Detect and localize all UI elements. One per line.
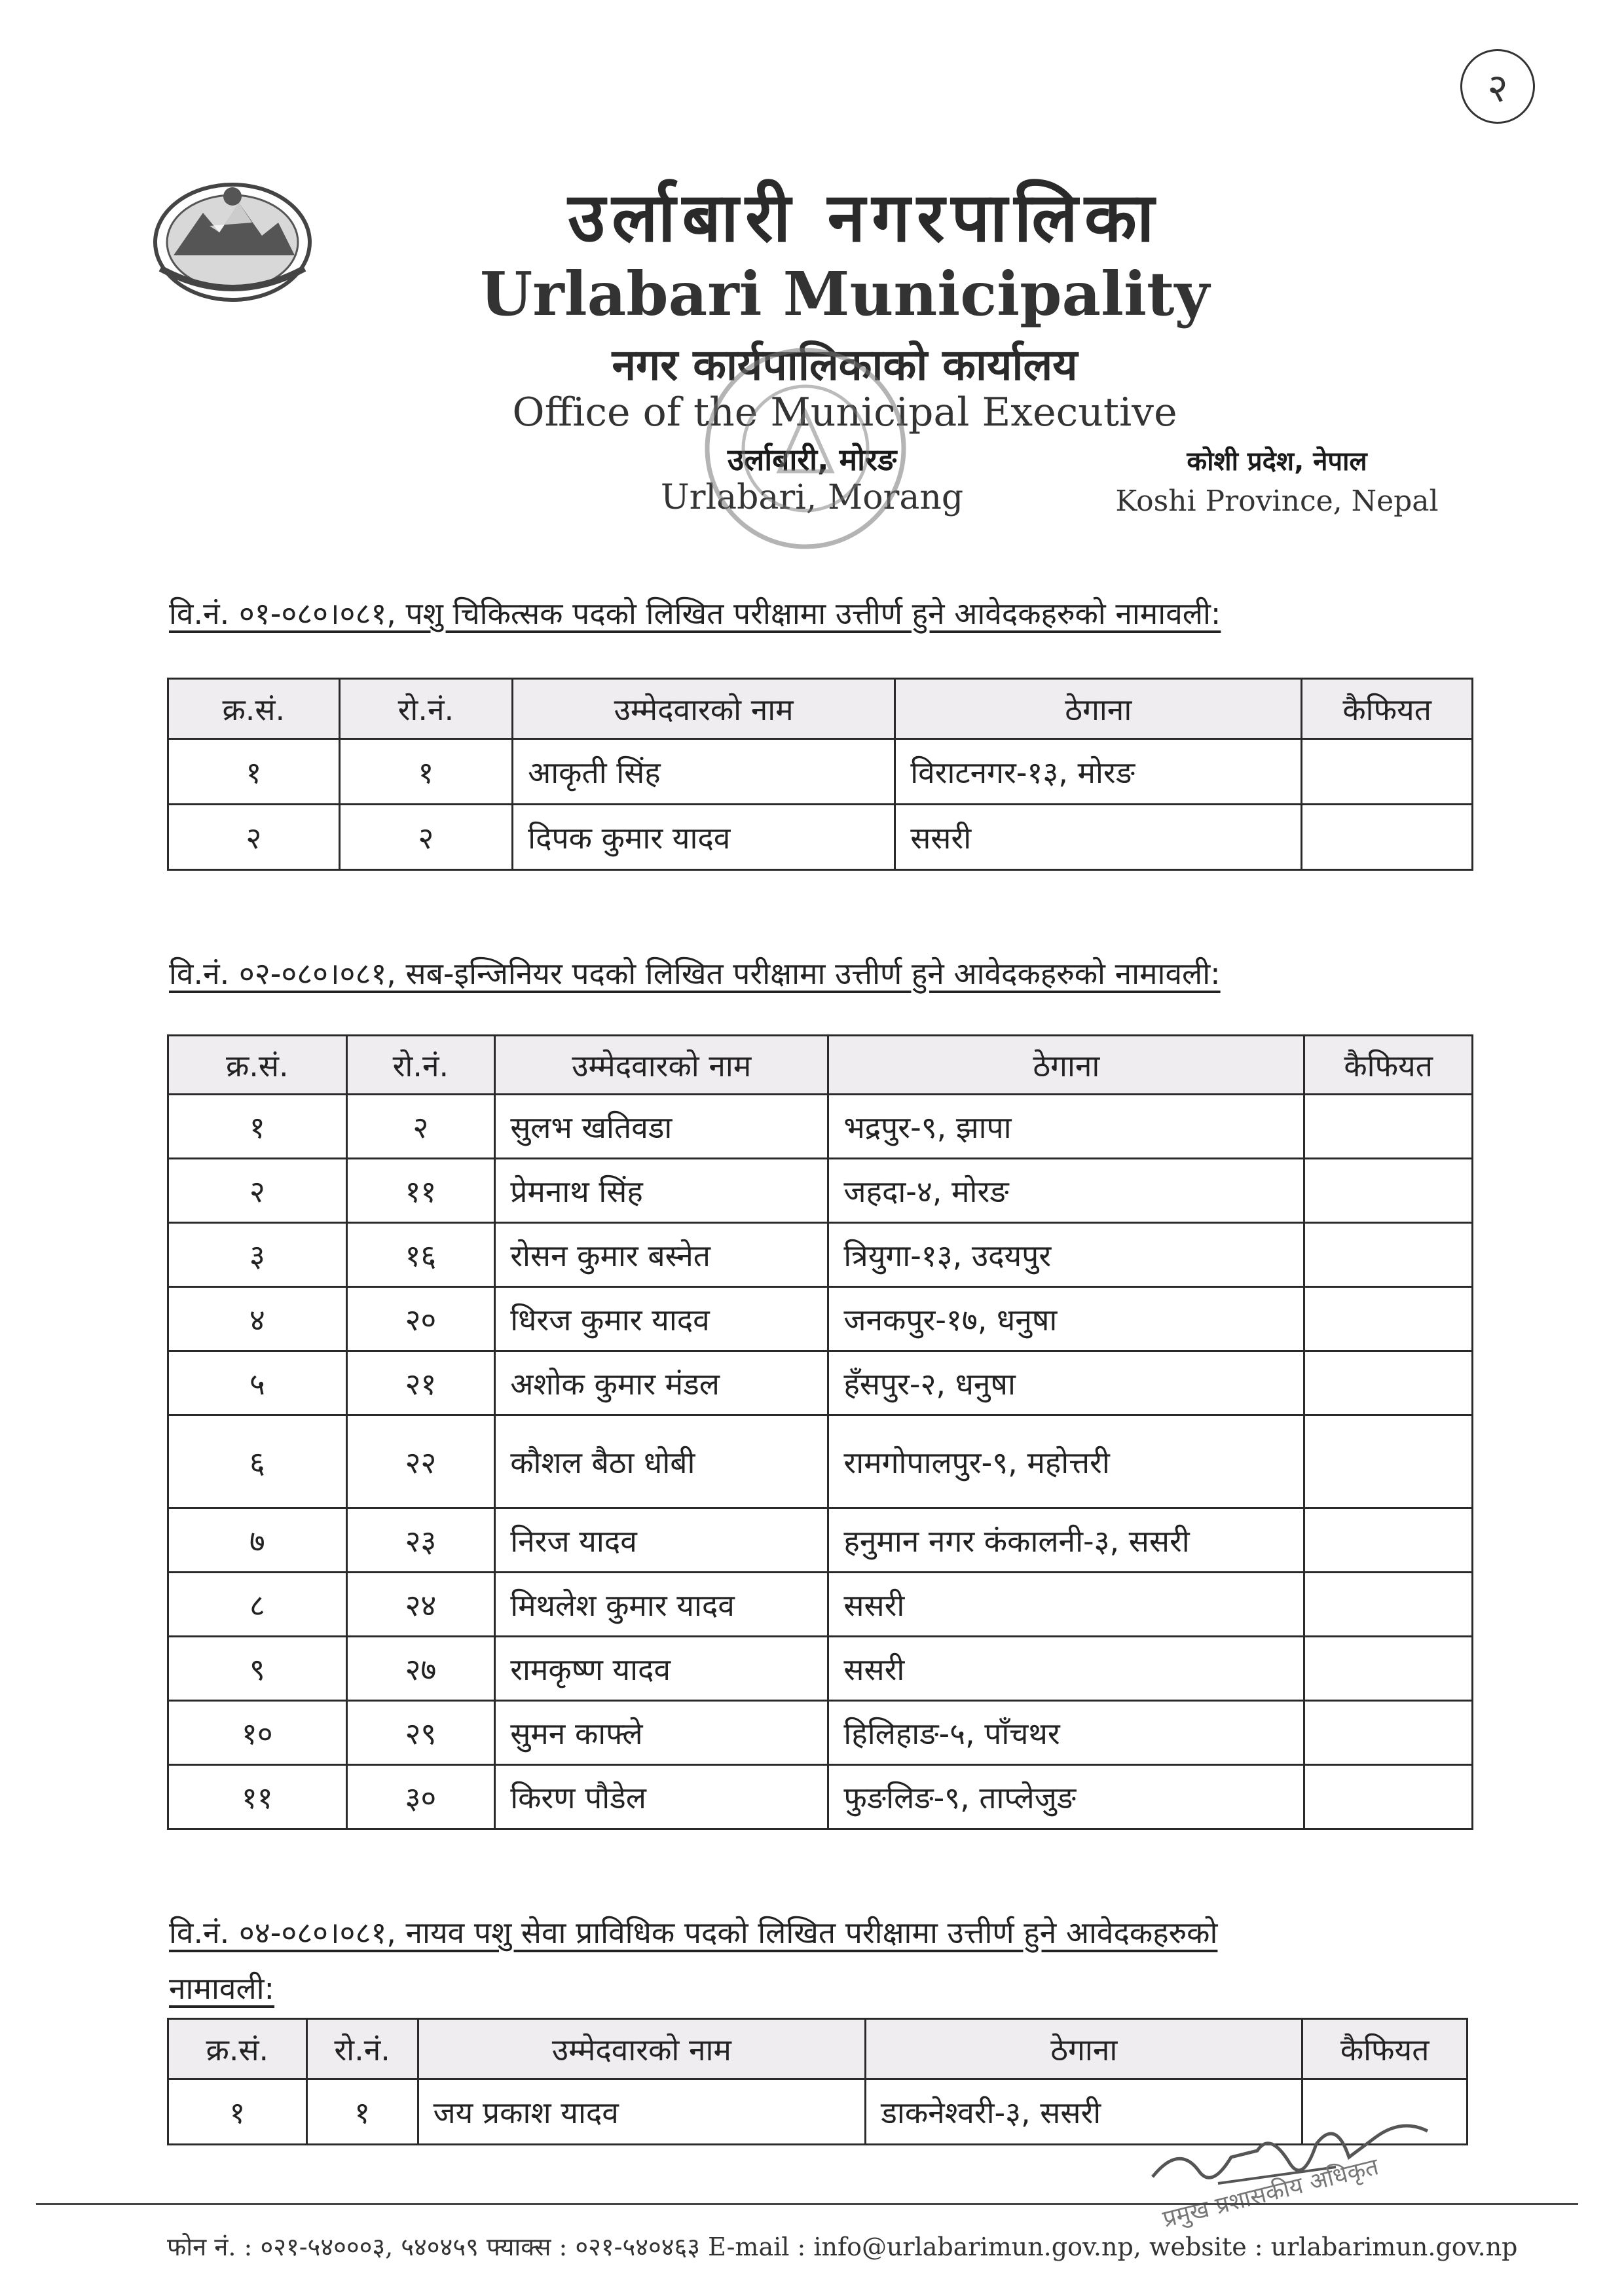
- column-header-roll: रो.नं.: [339, 679, 513, 739]
- cell-address: रामगोपालपुर-९, महोत्तरी: [828, 1415, 1304, 1508]
- section-1-table: [167, 678, 1473, 871]
- cell-name: किरण पौडेल: [495, 1765, 828, 1829]
- cell-address: ससरी: [895, 805, 1302, 870]
- column-header-name: उम्मेदवारको नाम: [495, 1036, 828, 1095]
- table-header-row: [168, 1036, 1473, 1095]
- footer-divider: [36, 2203, 1578, 2205]
- cell-sn: ४: [168, 1287, 347, 1351]
- cell-sn: १: [168, 739, 340, 805]
- municipality-name-nepali: उर्लाबारी नगरपालिका: [568, 177, 1161, 257]
- table-header-row: [168, 2019, 1467, 2079]
- table-row: [168, 805, 1473, 870]
- cell-roll: ३०: [346, 1765, 495, 1829]
- section-3-heading-continued: नामावली:: [169, 1971, 275, 2006]
- column-header-address: ठेगाना: [828, 1036, 1304, 1095]
- location-english: Urlabari, Morang: [660, 478, 964, 517]
- cell-address: विराटनगर-१३, मोरङ: [895, 739, 1302, 805]
- table-row: [168, 1701, 1473, 1765]
- cell-roll: २९: [346, 1701, 495, 1765]
- cell-remarks: [1304, 1223, 1473, 1287]
- table-row: [168, 1765, 1473, 1829]
- cell-remarks: [1304, 1287, 1473, 1351]
- cell-address: ससरी: [828, 1637, 1304, 1701]
- cell-name: निरज यादव: [495, 1508, 828, 1573]
- table-row: [168, 1351, 1473, 1415]
- cell-remarks: [1304, 1701, 1473, 1765]
- table-row: [168, 1508, 1473, 1573]
- table-row: [168, 1095, 1473, 1159]
- cell-roll: २१: [346, 1351, 495, 1415]
- cell-sn: ११: [168, 1765, 347, 1829]
- cell-name: मिथलेश कुमार यादव: [495, 1573, 828, 1637]
- municipality-name-english: Urlabari Municipality: [480, 259, 1209, 329]
- cell-remarks: [1304, 1508, 1473, 1573]
- officer-seal-text: प्रमुख प्रशासकीय अधिकृत: [1160, 2153, 1382, 2233]
- cell-remarks: [1302, 805, 1473, 870]
- cell-remarks: [1304, 1351, 1473, 1415]
- column-header-address: ठेगाना: [895, 679, 1302, 739]
- cell-sn: ९: [168, 1637, 347, 1701]
- cell-sn: ५: [168, 1351, 347, 1415]
- cell-sn: २: [168, 805, 340, 870]
- cell-name: कौशल बैठा धोबी: [495, 1415, 828, 1508]
- cell-sn: १: [168, 1095, 347, 1159]
- cell-roll: २: [346, 1095, 495, 1159]
- office-name-nepali: नगर कार्यपालिकाको कार्यालय: [612, 340, 1078, 390]
- cell-address: त्रियुगा-१३, उदयपुर: [828, 1223, 1304, 1287]
- cell-roll: २७: [346, 1637, 495, 1701]
- cell-name: प्रेमनाथ सिंह: [495, 1159, 828, 1223]
- cell-roll: २०: [346, 1287, 495, 1351]
- section-1-heading: वि.नं. ०१-०८०।०८१, पशु चिकित्सक पदको लिखित परीक्षामा उत्तीर्ण हुने आवेदकहरुको नामावली:: [169, 596, 1221, 631]
- section-2-heading: वि.नं. ०२-०८०।०८१, सब-इन्जिनियर पदको लिखित परीक्षामा उत्तीर्ण हुने आवेदकहरुको नामावली:: [169, 956, 1221, 991]
- cell-address: हनुमान नगर कंकालनी-३, ससरी: [828, 1508, 1304, 1573]
- cell-address: ससरी: [828, 1573, 1304, 1637]
- footer-contact: फोन नं. : ०२१-५४०००३, ५४०४५९ फ्याक्स : ०२१-५४०४६३ E-mail : info@urlabarimun.gov.np, website : urlabarimun.gov.np: [167, 2232, 1518, 2261]
- cell-name: दिपक कुमार यादव: [513, 805, 895, 870]
- section-3-heading: वि.नं. ०४-०८०।०८१, नायव पशु सेवा प्राविधिक पदको लिखित परीक्षामा उत्तीर्ण हुने आवेदकहरुको: [169, 1915, 1218, 1950]
- column-header-roll: रो.नं.: [306, 2019, 418, 2079]
- cell-sn: ७: [168, 1508, 347, 1573]
- table-row: [168, 1159, 1473, 1223]
- cell-roll: १: [339, 739, 513, 805]
- cell-name: अशोक कुमार मंडल: [495, 1351, 828, 1415]
- cell-sn: ८: [168, 1573, 347, 1637]
- table-row: [168, 1223, 1473, 1287]
- table-row: [168, 739, 1473, 805]
- office-name-english: Office of the Municipal Executive: [512, 390, 1177, 435]
- cell-address: हँसपुर-२, धनुषा: [828, 1351, 1304, 1415]
- column-header-remarks: कैफियत: [1304, 1036, 1473, 1095]
- cell-roll: २: [339, 805, 513, 870]
- cell-name: धिरज कुमार यादव: [495, 1287, 828, 1351]
- office-stamp: [688, 340, 923, 556]
- cell-address: डाकनेश्वरी-३, ससरी: [866, 2079, 1302, 2145]
- table-row: [168, 1573, 1473, 1637]
- table-row: [168, 1415, 1473, 1508]
- cell-roll: १: [306, 2079, 418, 2145]
- cell-remarks: [1302, 739, 1473, 805]
- province-nepali: कोशी प्रदेश, नेपाल: [1187, 446, 1367, 477]
- column-header-sn: क्र.सं.: [168, 2019, 307, 2079]
- cell-remarks: [1304, 1573, 1473, 1637]
- cell-name: सुमन काफ्ले: [495, 1701, 828, 1765]
- cell-address: हिलिहाङ-५, पाँचथर: [828, 1701, 1304, 1765]
- cell-remarks: [1304, 1095, 1473, 1159]
- column-header-name: उम्मेदवारको नाम: [513, 679, 895, 739]
- cell-sn: १०: [168, 1701, 347, 1765]
- cell-remarks: [1304, 1765, 1473, 1829]
- cell-name: रामकृष्ण यादव: [495, 1637, 828, 1701]
- column-header-sn: क्र.सं.: [168, 679, 340, 739]
- cell-sn: ६: [168, 1415, 347, 1508]
- column-header-sn: क्र.सं.: [168, 1036, 347, 1095]
- column-header-name: उम्मेदवारको नाम: [418, 2019, 866, 2079]
- cell-name: जय प्रकाश यादव: [418, 2079, 866, 2145]
- province-english: Koshi Province, Nepal: [1115, 484, 1439, 518]
- column-header-address: ठेगाना: [866, 2019, 1302, 2079]
- column-header-roll: रो.नं.: [346, 1036, 495, 1095]
- table-row: [168, 1637, 1473, 1701]
- cell-name: रोसन कुमार बस्नेत: [495, 1223, 828, 1287]
- table-row: [168, 1287, 1473, 1351]
- cell-remarks: [1304, 1637, 1473, 1701]
- cell-sn: २: [168, 1159, 347, 1223]
- cell-address: जनकपुर-१७, धनुषा: [828, 1287, 1304, 1351]
- cell-roll: ११: [346, 1159, 495, 1223]
- column-header-remarks: कैफियत: [1302, 679, 1473, 739]
- cell-address: जहदा-४, मोरङ: [828, 1159, 1304, 1223]
- cell-roll: २३: [346, 1508, 495, 1573]
- cell-remarks: [1304, 1159, 1473, 1223]
- page-number: २: [1460, 49, 1535, 124]
- column-header-remarks: कैफियत: [1302, 2019, 1467, 2079]
- cell-name: आकृती सिंह: [513, 739, 895, 805]
- cell-name: सुलभ खतिवडा: [495, 1095, 828, 1159]
- cell-sn: १: [168, 2079, 307, 2145]
- cell-address: भद्रपुर-९, झापा: [828, 1095, 1304, 1159]
- nepal-emblem-logo: [147, 177, 318, 304]
- cell-remarks: [1304, 1415, 1473, 1508]
- section-2-table: [167, 1034, 1473, 1830]
- cell-roll: २२: [346, 1415, 495, 1508]
- cell-roll: १६: [346, 1223, 495, 1287]
- table-header-row: [168, 679, 1473, 739]
- location-nepali: उर्लाबारी, मोरङ: [727, 442, 897, 477]
- cell-address: फुङलिङ-९, ताप्लेजुङ: [828, 1765, 1304, 1829]
- cell-sn: ३: [168, 1223, 347, 1287]
- cell-roll: २४: [346, 1573, 495, 1637]
